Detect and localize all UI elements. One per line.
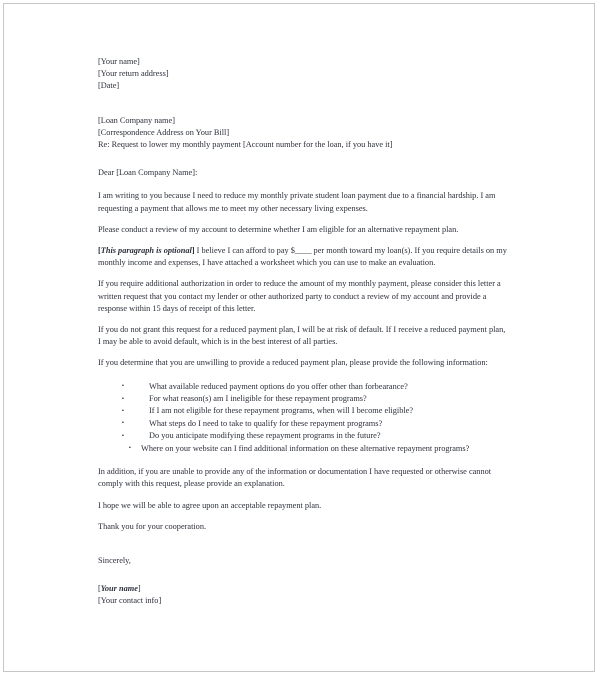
signature-block — [98, 583, 510, 607]
sender-line-name: [Your name] — [98, 57, 140, 66]
subject-line: Re: Request to lower my monthly payment [Account number for the loan, if you have it] — [98, 140, 393, 150]
closing: Sincerely, — [98, 555, 131, 565]
spacer — [98, 370, 510, 381]
paragraph-thanks: Thank you for your cooperation. — [98, 521, 207, 531]
list-item — [98, 405, 510, 417]
signature-name-emphasis: Your name — [100, 584, 138, 594]
paragraph-review-request: Please conduct a review of my account to determine whether I am eligible for an alternative repayment plan. — [98, 224, 459, 234]
paragraph-info-request: If you determine that you are unwilling to provide a reduced payment plan, please provide the following information: — [98, 358, 488, 368]
list-item — [98, 430, 510, 442]
paragraph-authorization: If you require additional authorization in order to reduce the amount of my monthly payment, please consider this letter a written request that you contact my lender or other authorized party to conduct a review of my account and provide a response within 15 days of receipt of this letter. — [98, 279, 501, 313]
signature-bracket-close: ] — [137, 584, 141, 594]
optional-rest: I believe I can afford to pay $____ per month toward my loan(s). If you require details on my monthly income and expenses, I have attached a worksheet which you can use to make an evaluation. — [98, 246, 507, 268]
sender-line-date: [Date] — [98, 81, 120, 91]
paragraph-hardship: I am writing to you because I need to reduce my monthly private student loan payment due to a financial hardship. I am requesting a payment that allows me to meet my other necessary living expenses. — [98, 191, 496, 213]
list-item — [98, 381, 510, 393]
list-item-text: What steps do I need to take to qualify for these repayment programs? — [149, 418, 383, 428]
list-item-text: If I am not eligible for these repayment programs, when will I become eligible? — [149, 406, 414, 416]
spacer — [98, 215, 510, 224]
spacer — [98, 491, 510, 500]
recipient-line-company: [Loan Company name] — [98, 115, 175, 125]
spacer — [98, 236, 510, 245]
recipient-line-address: [Correspondence Address on Your Bill] — [98, 127, 230, 137]
list-item — [98, 393, 510, 405]
spacer — [98, 151, 510, 167]
list-item-text: What available reduced payment options do you offer other than forbearance? — [149, 381, 408, 391]
spacer — [98, 512, 510, 521]
spacer — [98, 533, 510, 555]
signature-contact-line: [Your contact info] — [98, 596, 162, 606]
spacer — [98, 269, 510, 278]
spacer — [98, 179, 510, 190]
list-item — [98, 418, 510, 430]
list-item-text: Do you anticipate modifying these repayment programs in the future? — [149, 431, 381, 441]
letter-body — [98, 56, 510, 608]
optional-bracket-close: ] — [191, 246, 195, 256]
signature-bracket-open: [ — [98, 584, 101, 594]
sender-line-address: [Your return address] — [98, 69, 169, 79]
optional-emphasis: This paragraph is optional — [100, 246, 192, 256]
paragraph-optional — [98, 245, 510, 269]
sender-address-block — [98, 56, 510, 93]
paragraph-explanation: In addition, if you are unable to provide any of the information or documentation I have requested or otherwise cannot comply with this request, please provide an explanation. — [98, 467, 492, 489]
salutation: Dear [Loan Company Name]: — [98, 168, 198, 178]
paragraph-hope: I hope we will be able to agree upon an acceptable repayment plan. — [98, 500, 322, 510]
spacer — [98, 455, 510, 466]
optional-bracket-open: [ — [98, 246, 101, 256]
question-list — [98, 381, 510, 455]
spacer — [98, 315, 510, 324]
spacer — [98, 567, 510, 583]
list-item-text: For what reason(s) am I ineligible for these repayment programs? — [149, 394, 367, 404]
list-item — [98, 443, 510, 455]
document-page — [3, 3, 595, 672]
signature-name-line — [98, 583, 510, 595]
spacer — [98, 93, 510, 115]
recipient-address-block — [98, 115, 510, 152]
list-item-text: Where on your website can I find additional information on these alternative repayment programs? — [141, 443, 470, 453]
spacer — [98, 348, 510, 357]
paragraph-default-risk: If you do not grant this request for a reduced payment plan, I will be at risk of default. If I receive a reduced payment plan, I may be able to avoid default, which is in the best interest of all parties. — [98, 325, 506, 347]
